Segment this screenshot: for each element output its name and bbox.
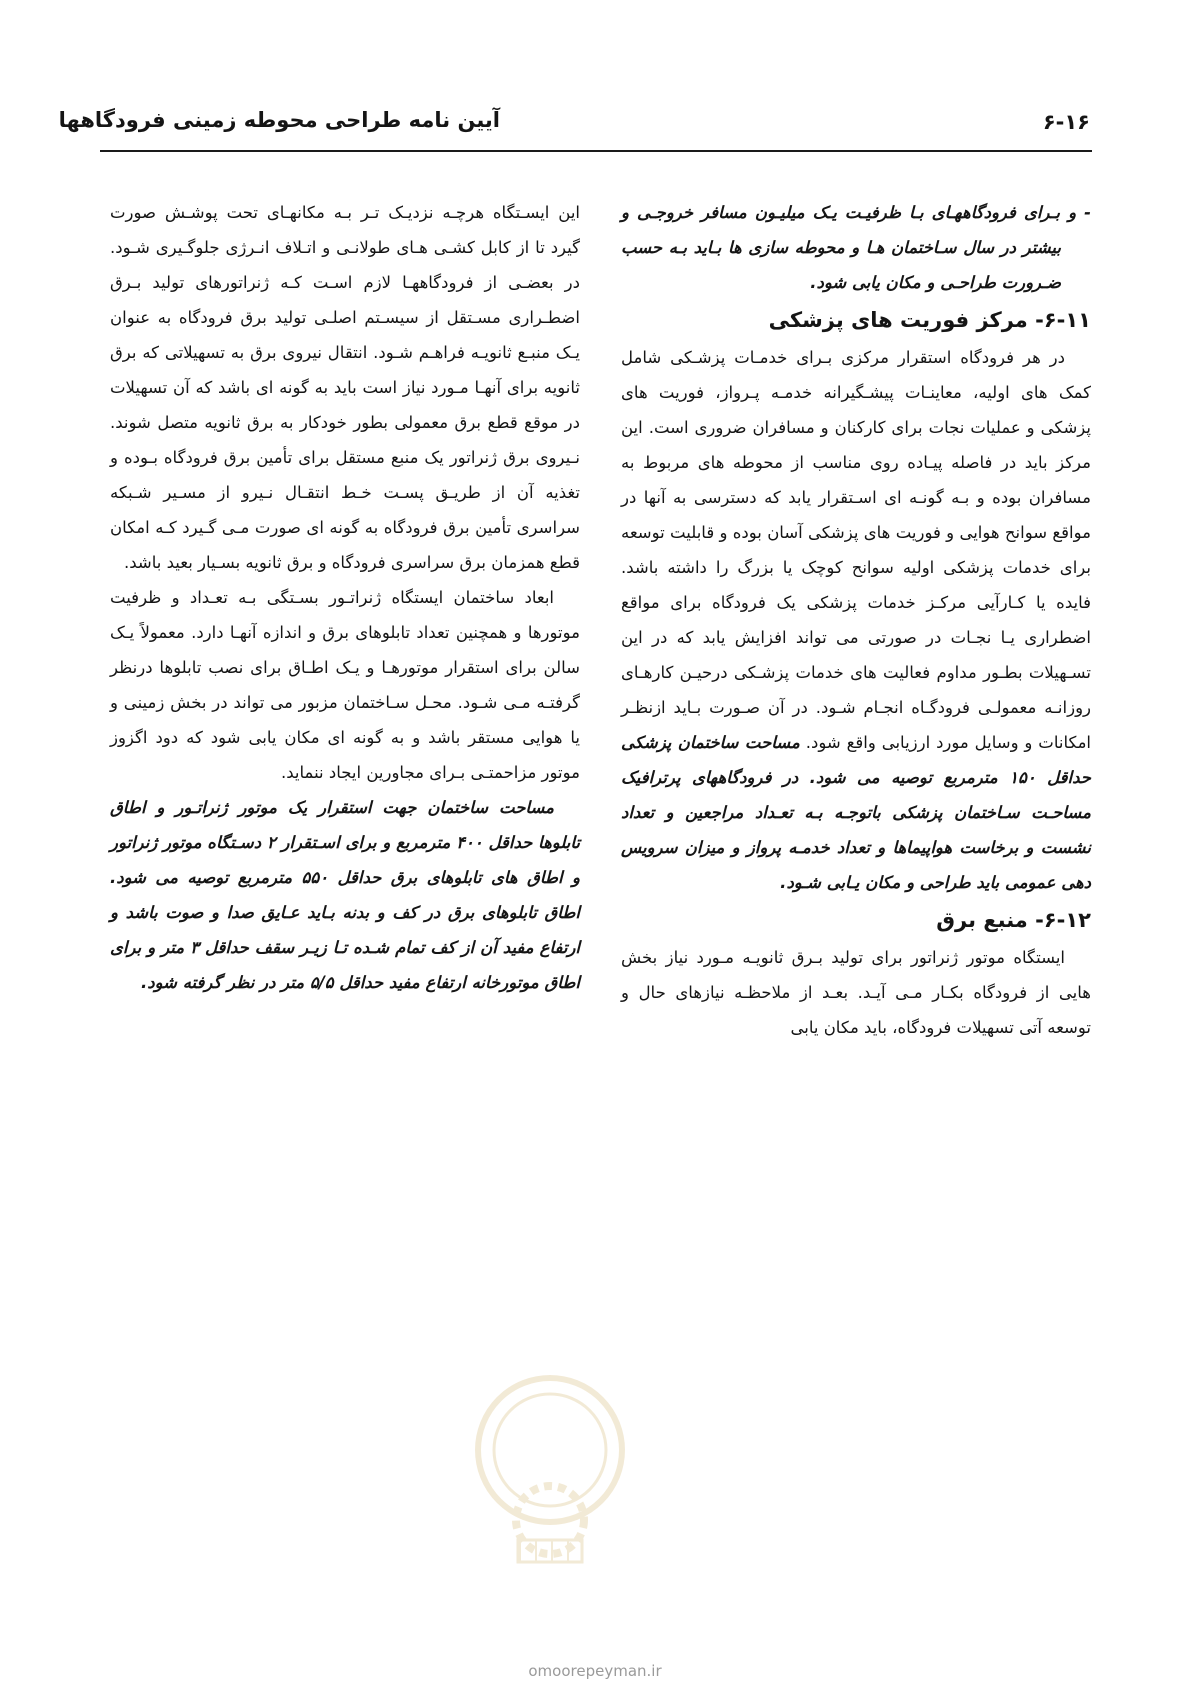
- body-paragraph-power: ایستگاه موتور ژنراتور برای تولید بـرق ثانویـه مـورد نیاز بخش هایی از فرودگاه بکـار مـی آیـد. بعـد از ملاحظـه نیازهای حال و توسعه آتی تسهیلات فرودگاه، باید مکان یابی: [621, 948, 1091, 1037]
- bullet-paragraph: - و بـرای فرودگاههـای بـا ظرفیـت یـک میلیـون مسافر خروجـی و بیشتر در سال سـاختمان هـا و محوطه سازی ها بـاید بـه حسب ضـرورت طراحـی و مکان یابی شود.: [621, 203, 1091, 292]
- body-paragraph-medical: [621, 340, 1091, 900]
- section-heading-medical: ۶-۱۱- مرکز فوریت های پزشکی: [768, 308, 1091, 332]
- watermark-url: omoorepeyman.ir: [528, 1662, 662, 1680]
- watermark-stamp: [470, 1370, 630, 1570]
- medical-text: در هر فرودگاه استقرار مرکزی بـرای خدمـات پزشـکی شامل کمک های اولیه، معاینـات پیشـگیرانه خدمـه پـرواز، فوریت های پزشکی و عملیات نجات برای کارکنان و مسافران ضروری است. این مرکز باید در فاصله پیـاده روی مناسب از محوطه های مربوط به مسافران بوده و بـه گونـه ای اسـتقرار یابد که دسترسی به آنها در مواقع سوانح هوایی و فوریت های پزشکی آسان بوده و قابلیت توسعه برای خدمات پزشکی اولیه سوانح کوچک یا بزرگ را داشته باشد. فایده یا کـارآیی مرکـز خدمات پزشکی یک فرودگاه برای مواقع اضطراری یـا نجـات در صورتی می تواند افزایش یابد که در این تسـهیلات بطـور مداوم فعالیت های خدمات پزشـکی درحیـن کارهـای روزانـه معمولـی فرودگـاه انجـام شـود. در آن صـورت بـاید ازنظـر امکانات و وسایل مورد ارزیابی واقع شود.: [621, 348, 1092, 752]
- section-heading-power: ۶-۱۲- منبع برق: [936, 908, 1091, 932]
- body-paragraph-dimensions: ابعاد ساختمان ایستگاه ژنراتـور بسـتگی بـه تعـداد و ظرفیت موتورها و همچنین تعداد تابلوهای برق و اندازه آنهـا دارد. معمولاً یـک سالن برای استقرار موتورهـا و یـک اطـاق برای نصب تابلوها درنظر گرفتـه مـی شـود. محـل سـاختمان مزبور می تواند در بخش زمینی و یا هوایی مستقر باشد و به گونه ای مکان یابی شود که دود اگزوز موتور مزاحمتـی بـرای مجاورین ایجاد ننماید.: [110, 588, 580, 782]
- body-paragraph-generator: این ایسـتگاه هرچـه نزدیـک تـر بـه مکانهـای تحت پوشـش صورت گیرد تا از کابل کشـی هـای طولانـی و اتـلاف انـرژی جلوگـیری شـود. در بعضـی از فرودگاههـا لازم اسـت کـه ژنراتورهای تولید بـرق اضطـراری مسـتقل از سیسـتم اصلـی تولید برق فرودگاه به عنوان یـک منبـع ثانویـه فراهـم شـود. انتقال نیروی برق به تسهیلاتی که برق ثانویه برای آنهـا مـورد نیاز است باید به گونه ای باشد که آن تسهیلات در موقع قطع برق معمولی بطور خودکار به برق ثانویه متصل شوند. نـیروی برق ژنراتور یک منبع مستقل برای تأمین برق فرودگاه بـوده و تغذیه آن از طریـق پسـت خـط انتقـال نـیرو از مسـیر شـبکه سراسری تأمین برق فرودگاه به گونه ای صورت مـی گـیرد کـه امکان قطع همزمان برق سراسری فرودگاه و برق ثانویه بسـیار بعید باشد.: [110, 203, 580, 572]
- left-column: [110, 195, 580, 1000]
- right-column: [621, 195, 1091, 1045]
- header-divider: [100, 150, 1092, 152]
- medical-emphasis: مساحت ساختمان پزشکی حداقل ۱۵۰ مترمربع توصیه می شود. در فرودگاههای پرترافیک مساحـت سـاختمان پزشکی باتوجـه بـه تعـداد مراجعین و تعداد نشست و برخاست هواپیماها و تعداد خدمـه پرواز و میزان سرویس دهی عمومی باید طراحی و مکان یـابی شـود.: [621, 733, 1091, 892]
- header-title: آیین نامه طراحی محوطه زمینی فرودگاهها: [58, 108, 500, 132]
- body-paragraph-area: مساحت ساختمان جهت استقرار یک موتور ژنراتـور و اطاق تابلوها حداقل ۴۰۰ مترمربع و برای اسـتقرار ۲ دسـتگاه موتور ژنراتور و اطاق های تابلوهای برق حداقل ۵۵۰ مترمربع توصیه می شود. اطاق تابلوهای برق در کف و بدنه بـاید عـایق صدا و صوت باشد و ارتفاع مفید آن از کف تمام شـده تـا زیـر سقف حداقل ۳ متر و برای اطاق موتورخانه ارتفاع مفید حداقل ۵/۵ متر در نظر گرفته شود.: [110, 798, 581, 992]
- page-number: ۶-۱۶: [1042, 110, 1090, 134]
